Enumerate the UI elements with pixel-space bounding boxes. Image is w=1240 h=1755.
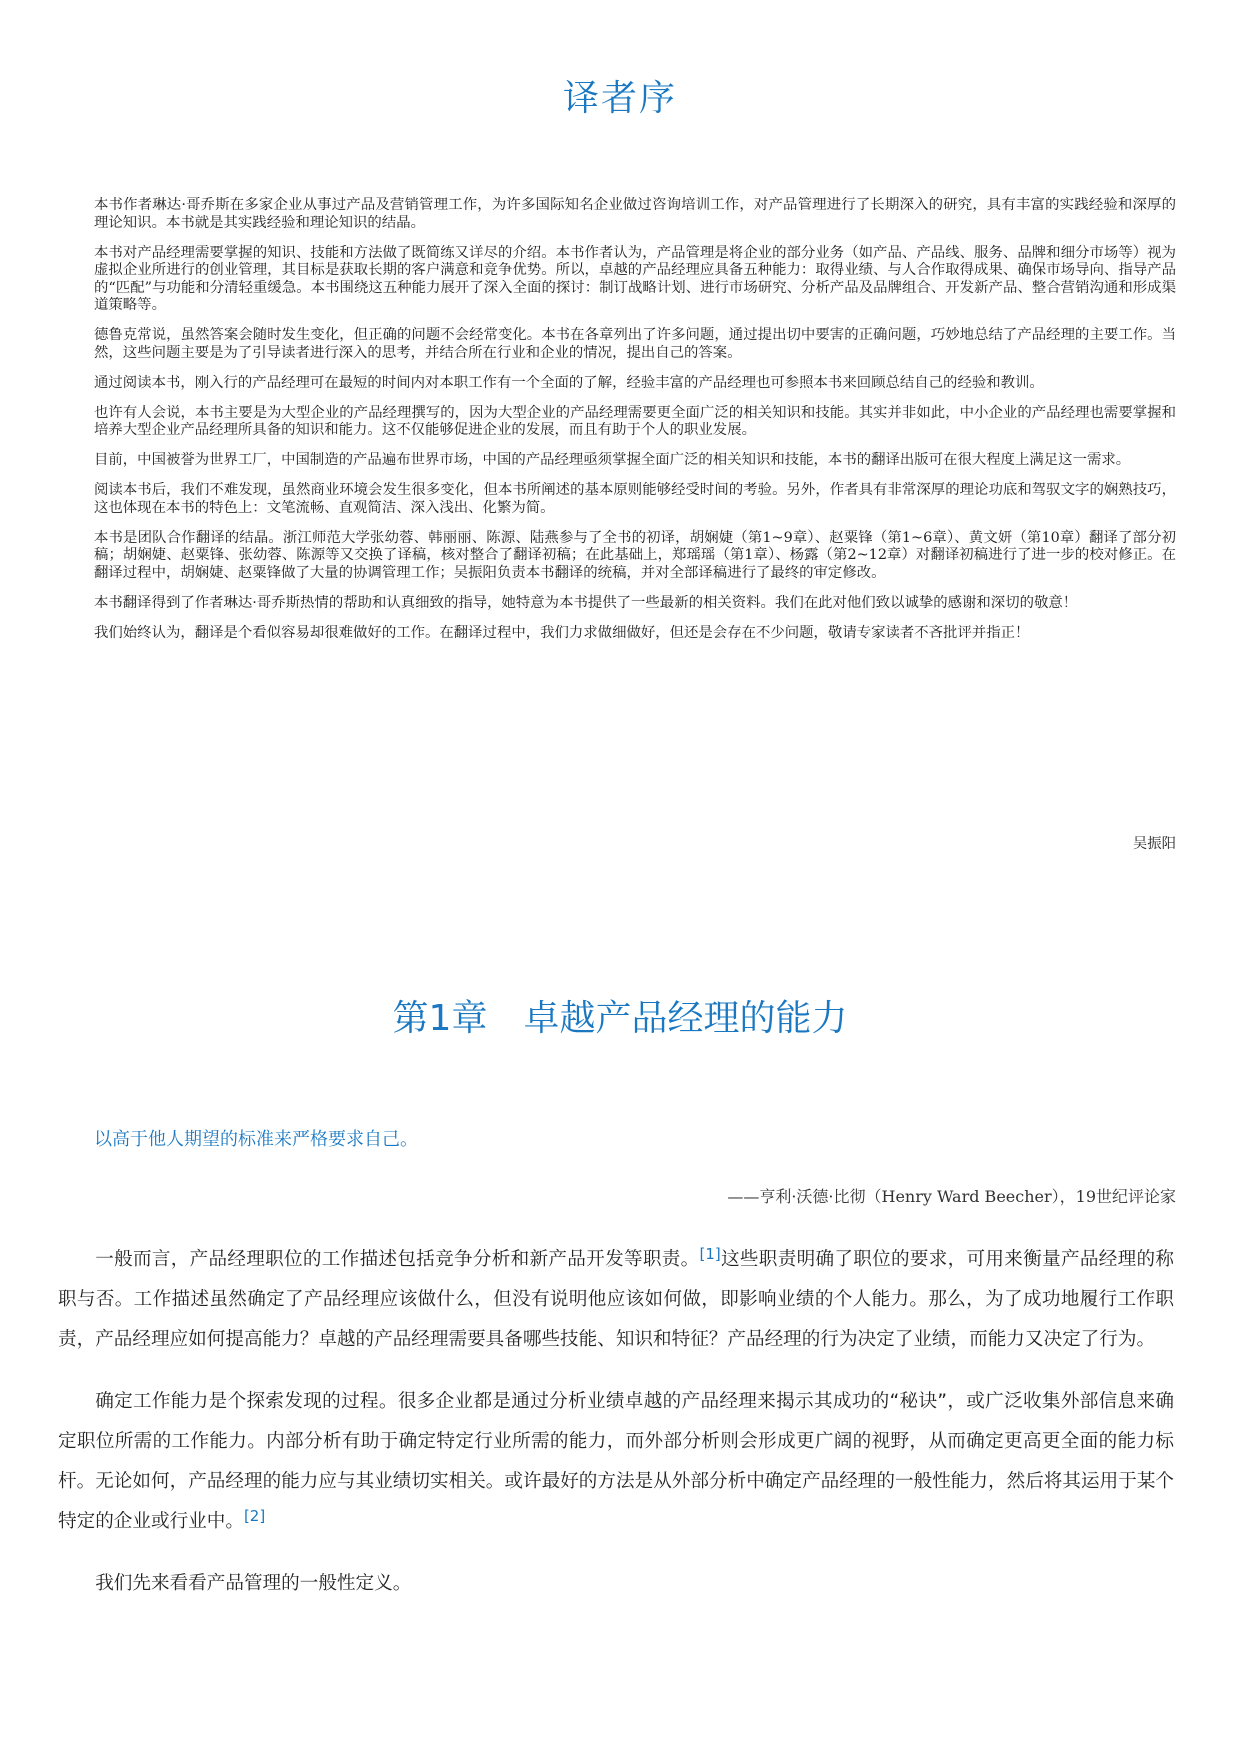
- preface-paragraph: 本书翻译得到了作者琳达·哥乔斯热情的帮助和认真细致的指导，她特意为本书提供了一些最新的相关资料。我们在此对他们致以诚挚的感谢和深切的敬意！: [94, 594, 1078, 611]
- preface-paragraph: 阅读本书后，我们不难发现，虽然商业环境会发生很多变化，但本书所阐述的基本原则能够经受时间的考验。另外，作者具有非常深厚的理论功底和驾驭文字的娴熟技巧，这也体现在本书的特色上：文笔流畅、直观简洁、深入浅出、化繁为简。: [94, 482, 1176, 516]
- preface-paragraph: 通过阅读本书，刚入行的产品经理可在最短的时间内对本职工作有一个全面的了解，经验丰富的产品经理也可参照本书来回顾总结自己的经验和教训。: [94, 374, 1044, 391]
- chapter-title: 第1章 卓越产品经理的能力: [392, 998, 848, 1039]
- chapter-paragraph: [58, 1564, 1174, 1604]
- epigraph-attribution: ——亨利·沃德·比彻（Henry Ward Beecher），19世纪评论家: [727, 1187, 1176, 1206]
- paragraph-text: 确定工作能力是个探索发现的过程。很多企业都是通过分析业绩卓越的产品经理来揭示其成功的“秘诀”，或广泛收集外部信息来确定职位所需的工作能力。内部分析有助于确定特定行业所需的能力，而外部分析则会形成更广阔的视野，从而确定更高更全面的能力标杆。无论如何，产品经理的能力应与其业绩切实相关。或许最好的方法是从外部分析中确定产品经理的一般性能力，然后将其运用于某个特定的企业或行业中。: [58, 1391, 1174, 1532]
- translator-signature: 吴振阳: [1132, 836, 1176, 852]
- preface-paragraph: 本书是团队合作翻译的结晶。浙江师范大学张幼蓉、韩丽丽、陈源、陆燕参与了全书的初译，胡娴婕（第1~9章）、赵粟锋（第1~6章）、黄文妍（第10章）翻译了部分初稿；胡娴婕、赵粟锋、张幼蓉、陈源等又交换了译稿，核对整合了翻译初稿；在此基础上，郑瑶瑶（第1章）、杨露（第2~12章）对翻译初稿进行了进一步的校对修正。在翻译过程中，胡娴婕、赵粟锋做了大量的协调管理工作；吴振阳负责本书翻译的统稿，并对全部译稿进行了最终的审定修改。: [94, 529, 1176, 581]
- chapter-body: [58, 1240, 1174, 1626]
- preface-body: [94, 197, 1176, 655]
- preface-paragraph: 我们始终认为，翻译是个看似容易却很难做好的工作。在翻译过程中，我们力求做细做好，但还是会存在不少问题，敬请专家读者不吝批评并指正！: [94, 624, 1030, 641]
- footnote-link[interactable]: [2]: [243, 1507, 266, 1525]
- paragraph-text: 一般而言，产品经理职位的工作描述包括竞争分析和新产品开发等职责。: [95, 1249, 700, 1270]
- footnote-link[interactable]: [1]: [699, 1245, 721, 1263]
- preface-paragraph: 本书作者琳达·哥乔斯在多家企业从事过产品及营销管理工作，为许多国际知名企业做过咨询培训工作，对产品管理进行了长期深入的研究，具有丰富的实践经验和深厚的理论知识。本书就是其实践经验和理论知识的结晶。: [94, 197, 1176, 231]
- paragraph-text: 我们先来看看产品管理的一般性定义。: [95, 1573, 412, 1594]
- preface-title: 译者序: [562, 78, 677, 119]
- preface-paragraph: 也许有人会说，本书主要是为大型企业的产品经理撰写的，因为大型企业的产品经理需要更全面广泛的相关知识和技能。其实并非如此，中小企业的产品经理也需要掌握和培养大型企业产品经理所具备的知识和能力。这不仅能够促进企业的发展，而且有助于个人的职业发展。: [94, 404, 1176, 438]
- chapter-epigraph: 以高于他人期望的标准来严格要求自己。: [94, 1129, 418, 1150]
- preface-paragraph: 本书对产品经理需要掌握的知识、技能和方法做了既简练又详尽的介绍。本书作者认为，产品管理是将企业的部分业务（如产品、产品线、服务、品牌和细分市场等）视为虚拟企业所进行的创业管理，其目标是获取长期的客户满意和竞争优势。所以，卓越的产品经理应具备五种能力：取得业绩、与人合作取得成果、确保市场导向、指导产品的“匹配”与功能和分清轻重缓急。本书围绕这五种能力展开了深入全面的探讨：制订战略计划、进行市场研究、分析产品及品牌组合、开发新产品、整合营销沟通和形成渠道策略等。: [94, 244, 1176, 313]
- preface-paragraph: 目前，中国被誉为世界工厂，中国制造的产品遍布世界市场，中国的产品经理亟须掌握全面广泛的相关知识和技能，本书的翻译出版可在很大程度上满足这一需求。: [94, 452, 1131, 468]
- chapter-paragraph: [58, 1240, 1174, 1360]
- preface-paragraph: 德鲁克常说，虽然答案会随时发生变化，但正确的问题不会经常变化。本书在各章列出了许多问题，通过提出切中要害的正确问题，巧妙地总结了产品经理的主要工作。当然，这些问题主要是为了引导读者进行深入的思考，并结合所在行业和企业的情况，提出自己的答案。: [94, 327, 1176, 361]
- paragraph-text: 这些职责明确了职位的要求，可用来衡量产品经理的称职与否。工作描述虽然确定了产品经理应该做什么，但没有说明他应该如何做，即影响业绩的个人能力。那么，为了成功地履行工作职责，产品经理应如何提高能力？卓越的产品经理需要具备哪些技能、知识和特征？产品经理的行为决定了业绩，而能力又决定了行为。: [58, 1249, 1174, 1350]
- chapter-paragraph: [58, 1382, 1174, 1542]
